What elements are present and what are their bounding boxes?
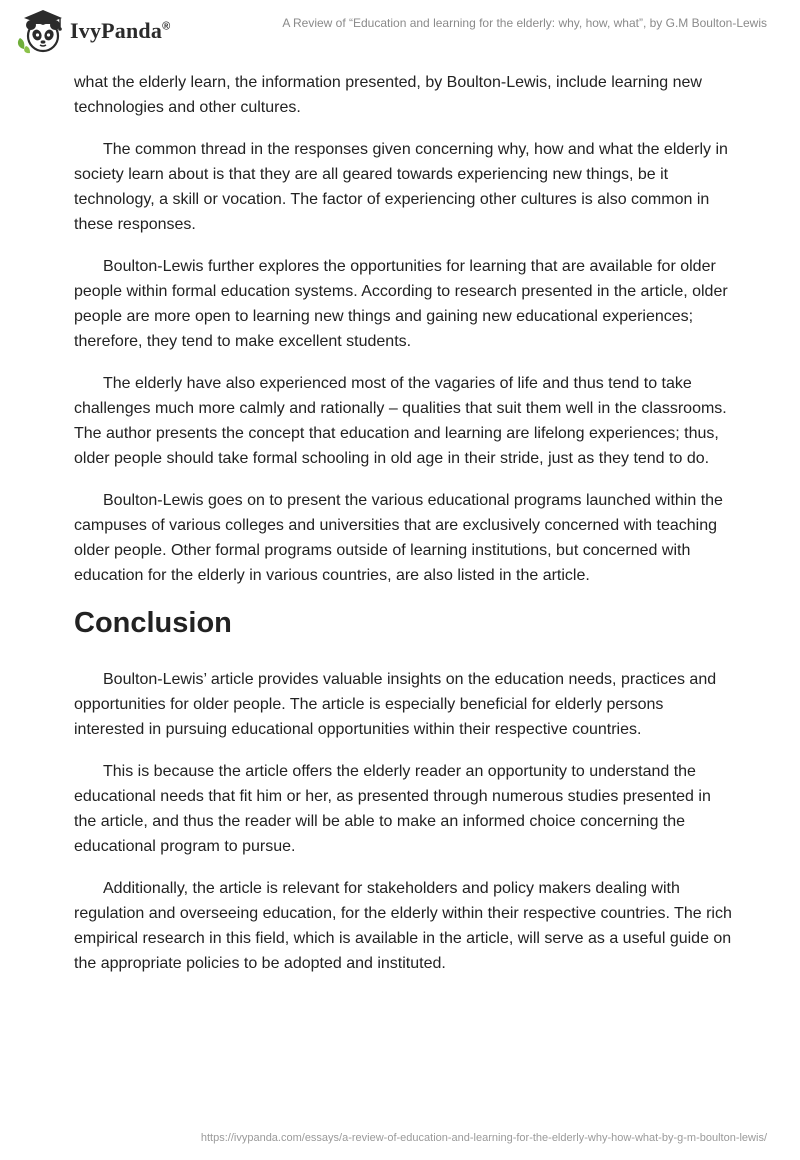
source-url-link[interactable]: https://ivypanda.com/essays/a-review-of-education-and-learning-for-the-elderly-why-how-what-by-g-m-boulton-lewis/ — [200, 1132, 767, 1144]
logo-wordmark: IvyPanda® — [70, 18, 171, 43]
ivypanda-logo[interactable] — [16, 8, 170, 54]
paragraph: Boulton-Lewis’ article provides valuable insights on the education needs, practices and opportunities for older people. The article is especially beneficial for elderly persons interested in pursuing educational opportunities within their respective countries. — [74, 671, 717, 738]
conclusion-heading: Conclusion — [74, 607, 232, 639]
paragraph: The elderly have also experienced most of the vagaries of life and thus tend to take challenges much more calmly and rationally – qualities that suit them well in the classrooms. The author presents the concept that education and learning are lifelong experiences; thus, older people should take formal schooling in old age in their stride, just as they tend to do. — [74, 375, 727, 467]
page-header — [0, 0, 800, 64]
registered-mark: ® — [162, 20, 171, 33]
paragraph: Boulton-Lewis goes on to present the various educational programs launched within the campuses of various colleges and universities that are exclusively concerned with teaching older people. Other formal programs outside of learning institutions, but concerned with education for the elderly in various countries, are also listed in the article. — [74, 492, 723, 584]
paragraph: The common thread in the responses given concerning why, how and what the elderly in society learn about is that they are all geared towards experiencing new things, be it technology, a skill or vocation. The factor of experiencing other cultures is also common in these responses. — [74, 141, 728, 233]
panda-graduation-cap-icon — [16, 8, 64, 54]
paragraph: Additionally, the article is relevant for stakeholders and policy makers dealing with regulation and overseeing education, for the elderly within their respective countries. The rich empirical research in this field, which is available in the article, will serve as a useful guide on the appropriate policies to be adopted and instituted. — [74, 880, 732, 972]
document-title: A Review of “Education and learning for the elderly: why, how, what”, by G.M Boulton-Lewis — [282, 16, 767, 30]
paragraph: what the elderly learn, the information presented, by Boulton-Lewis, include learning new technologies and other cultures. — [74, 74, 702, 116]
paragraph: Boulton-Lewis further explores the opportunities for learning that are available for older people within formal education systems. According to research presented in the article, older people are more open to learning new things and gaining new educational experiences; therefore, they tend to make excellent students. — [74, 258, 728, 350]
essay-body — [74, 70, 734, 993]
paragraph: This is because the article offers the elderly reader an opportunity to understand the educational needs that fit him or her, as presented through numerous studies presented in the article, and thus the reader will be able to make an informed choice concerning the educational program to pursue. — [74, 763, 711, 855]
